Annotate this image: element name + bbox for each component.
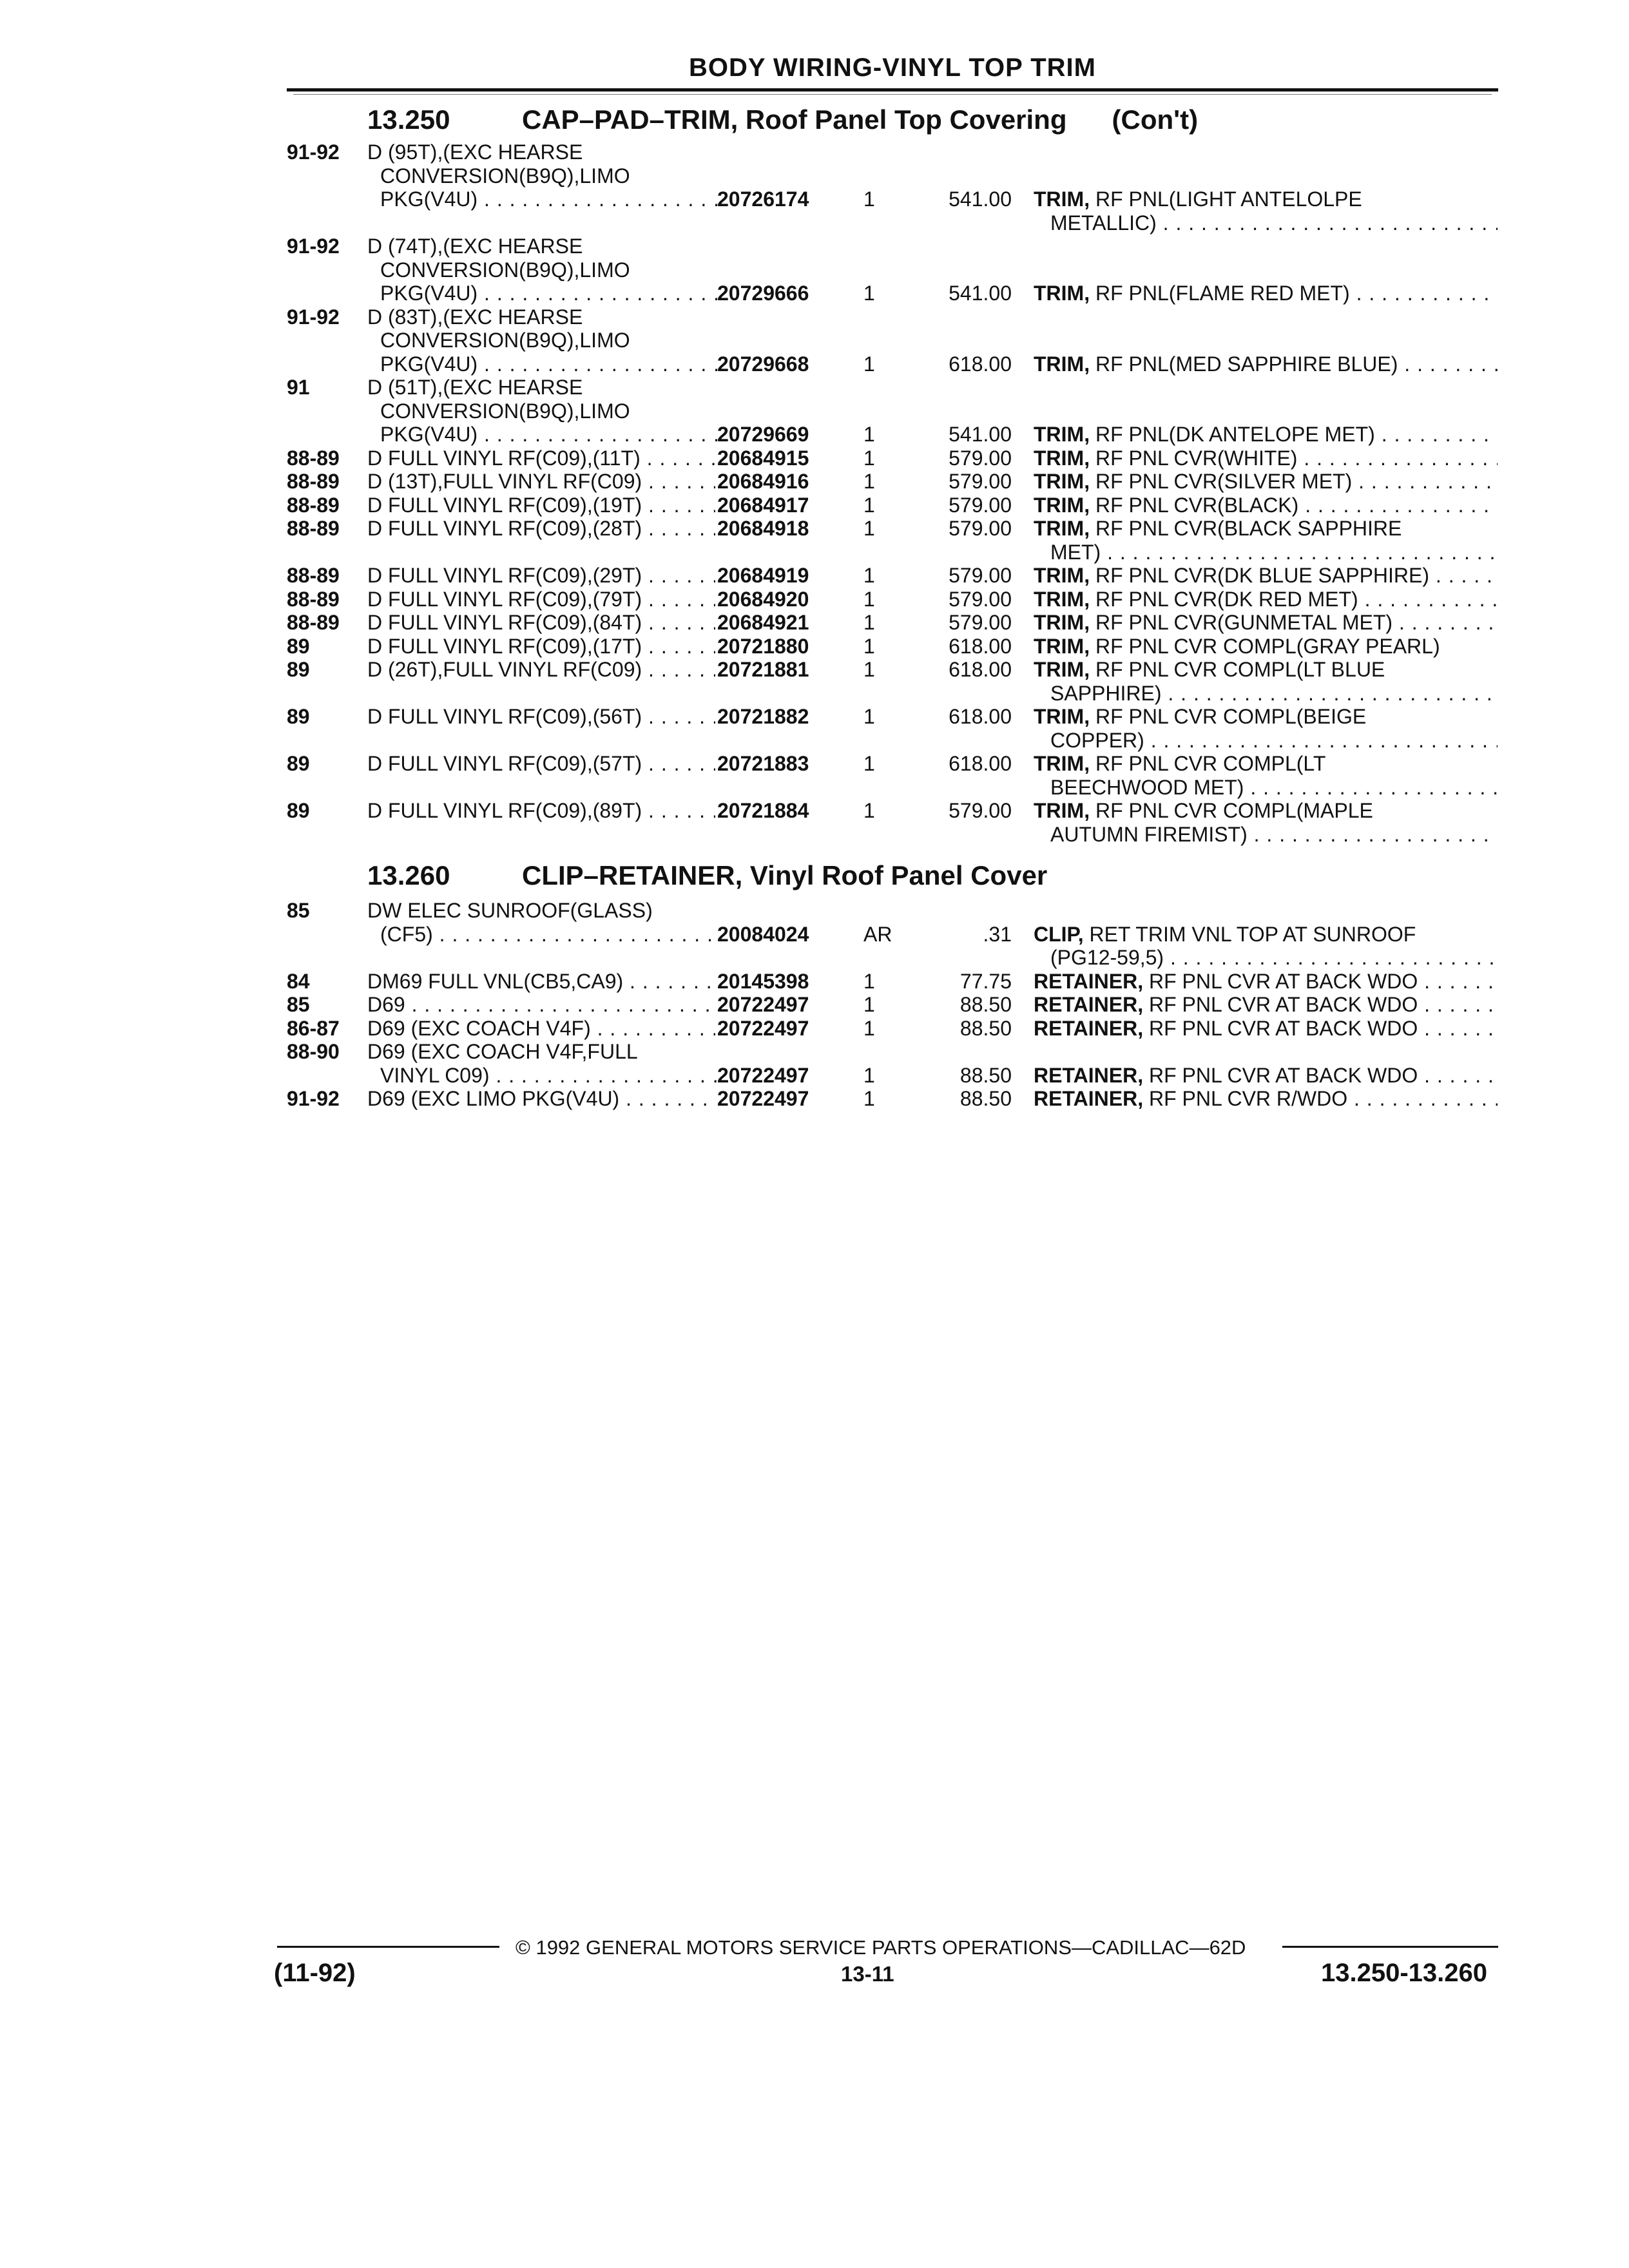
- application-description: D FULL VINYL RF(C09),(19T) . . .: [367, 494, 715, 517]
- quantity: 1: [863, 1063, 875, 1087]
- application-description: PKG(V4U) . . .: [380, 423, 728, 446]
- application-description: D (13T),FULL VINYL RF(C09) . . .: [367, 470, 715, 493]
- quantity: 1: [863, 634, 875, 658]
- application-description: D FULL VINYL RF(C09),(17T) . . .: [367, 635, 715, 658]
- quantity: 1: [863, 564, 875, 587]
- part-description: [1034, 588, 1498, 611]
- page-number: 13-11: [841, 1962, 894, 1986]
- quantity: 1: [863, 187, 875, 211]
- quantity: 1: [863, 493, 875, 517]
- part-description: [1034, 923, 1498, 946]
- part-number: 20729669: [717, 423, 809, 446]
- application-description: D (83T),(EXC HEARSE: [367, 305, 583, 329]
- part-description: [1034, 993, 1498, 1016]
- part-description: [1034, 447, 1498, 470]
- part-number: 20145398: [717, 969, 809, 993]
- part-description: [1034, 1017, 1498, 1040]
- quantity: 1: [863, 446, 875, 470]
- application-description: D FULL VINYL RF(C09),(79T) . . .: [367, 588, 715, 611]
- quantity: 1: [863, 658, 875, 681]
- part-description-text: RF PNL(MED SAPPHIRE BLUE): [1090, 352, 1398, 376]
- application-description: PKG(V4U) . . .: [380, 282, 728, 305]
- quantity: 1: [863, 282, 875, 305]
- model-years: 89: [287, 799, 310, 822]
- part-description-continued: AUTUMN FIREMIST) . . .: [1050, 823, 1498, 846]
- price: 579.00: [949, 799, 1012, 822]
- part-number: 20721882: [717, 705, 809, 728]
- application-description: D FULL VINYL RF(C09),(56T) . . .: [367, 705, 715, 728]
- price: 579.00: [949, 493, 1012, 517]
- application-description: DM69 FULL VNL(CB5,CA9) . . .: [367, 970, 715, 993]
- section-name: CLIP–RETAINER, Vinyl Roof Panel Cover: [522, 860, 1048, 890]
- application-description: D (26T),FULL VINYL RF(C09) . . .: [367, 658, 715, 681]
- part-description-keyword: TRIM,: [1034, 282, 1090, 305]
- part-description-text: RF PNL CVR COMPL(MAPLE: [1090, 799, 1373, 822]
- part-description-keyword: TRIM,: [1034, 564, 1090, 587]
- part-description-keyword: RETAINER,: [1034, 993, 1144, 1016]
- model-years: 86-87: [287, 1016, 340, 1040]
- price: 541.00: [949, 282, 1012, 305]
- quantity: 1: [863, 1087, 875, 1110]
- part-description: [1034, 752, 1498, 775]
- quantity: 1: [863, 611, 875, 634]
- price: 541.00: [949, 187, 1012, 211]
- part-description: [1034, 1087, 1498, 1110]
- model-years: 88-89: [287, 611, 340, 634]
- part-description: [1034, 517, 1498, 540]
- part-number: 20721883: [717, 752, 809, 775]
- part-number: 20684917: [717, 493, 809, 517]
- application-description: D FULL VINYL RF(C09),(11T) . . .: [367, 447, 715, 470]
- part-number: 20684916: [717, 470, 809, 493]
- price: 579.00: [949, 470, 1012, 493]
- price: .31: [983, 922, 1012, 946]
- part-description-continued: METALLIC) . . .: [1050, 211, 1498, 235]
- part-description-text: RF PNL(DK ANTELOPE MET): [1090, 423, 1375, 446]
- model-years: 85: [287, 993, 310, 1016]
- model-years: 88-89: [287, 517, 340, 540]
- price: 88.50: [959, 993, 1012, 1016]
- part-number: 20721881: [717, 658, 809, 681]
- section-title-13-250: [367, 104, 1198, 135]
- part-description-keyword: RETAINER,: [1034, 1063, 1144, 1087]
- application-description: CONVERSION(B9Q),LIMO: [380, 164, 630, 187]
- price: 88.50: [959, 1087, 1012, 1110]
- part-description: [1034, 494, 1498, 517]
- quantity: 1: [863, 352, 875, 376]
- part-description-keyword: TRIM,: [1034, 611, 1090, 634]
- part-number: 20684920: [717, 587, 809, 611]
- part-number: 20722497: [717, 1063, 809, 1087]
- model-years: 88-89: [287, 470, 340, 493]
- quantity: 1: [863, 705, 875, 728]
- part-description: [1034, 187, 1498, 211]
- price: 618.00: [949, 752, 1012, 775]
- model-years: 89: [287, 705, 310, 728]
- application-description: D FULL VINYL RF(C09),(84T) . . .: [367, 611, 715, 634]
- application-description: D FULL VINYL RF(C09),(57T) . . .: [367, 752, 715, 775]
- part-description-text: RF PNL CVR AT BACK WDO: [1143, 969, 1418, 993]
- part-description-text: RF PNL(FLAME RED MET): [1090, 282, 1350, 305]
- part-description-keyword: RETAINER,: [1034, 1087, 1144, 1110]
- price: 618.00: [949, 658, 1012, 681]
- application-description: CONVERSION(B9Q),LIMO: [380, 329, 630, 352]
- application-description: D (51T),(EXC HEARSE: [367, 376, 583, 399]
- application-description: CONVERSION(B9Q),LIMO: [380, 399, 630, 423]
- section-continued: (Con't): [1112, 104, 1199, 135]
- footer-rule-left: [277, 1946, 499, 1948]
- header-rule: [287, 88, 1498, 91]
- part-description-keyword: TRIM,: [1034, 493, 1090, 517]
- part-description-keyword: TRIM,: [1034, 446, 1090, 470]
- part-description-text: RF PNL CVR COMPL(LT BLUE: [1090, 658, 1385, 681]
- part-description-text: RF PNL CVR(SILVER MET): [1090, 470, 1353, 493]
- section-title-13-260: [367, 860, 1047, 891]
- application-description: CONVERSION(B9Q),LIMO: [380, 258, 630, 282]
- application-description: D FULL VINYL RF(C09),(28T) . . .: [367, 517, 715, 540]
- part-description-text: RF PNL CVR(DK BLUE SAPPHIRE): [1090, 564, 1430, 587]
- part-description-keyword: TRIM,: [1034, 658, 1090, 681]
- part-description-keyword: TRIM,: [1034, 705, 1090, 728]
- part-description-keyword: RETAINER,: [1034, 1016, 1144, 1040]
- part-description-text: RF PNL CVR(DK RED MET): [1090, 587, 1358, 611]
- part-description-keyword: TRIM,: [1034, 423, 1090, 446]
- quantity: 1: [863, 752, 875, 775]
- part-description-keyword: TRIM,: [1034, 799, 1090, 822]
- price: 88.50: [959, 1063, 1012, 1087]
- application-description: D69 . . .: [367, 993, 715, 1016]
- part-number: 20722497: [717, 1087, 809, 1110]
- model-years: 88-89: [287, 587, 340, 611]
- part-description-text: RF PNL CVR(BLACK SAPPHIRE: [1090, 517, 1402, 540]
- application-description: D FULL VINYL RF(C09),(89T) . . .: [367, 799, 715, 822]
- price: 541.00: [949, 423, 1012, 446]
- model-years: 88-90: [287, 1040, 340, 1063]
- application-description: (CF5) . . .: [380, 923, 728, 946]
- application-description: DW ELEC SUNROOF(GLASS): [367, 899, 653, 922]
- price: 579.00: [949, 587, 1012, 611]
- model-years: 91-92: [287, 140, 340, 164]
- price: 618.00: [949, 705, 1012, 728]
- quantity: AR: [863, 922, 892, 946]
- part-description-continued: SAPPHIRE) . . .: [1050, 682, 1498, 705]
- application-description: PKG(V4U) . . .: [380, 352, 728, 376]
- part-number: 20684921: [717, 611, 809, 634]
- part-number: 20722497: [717, 1016, 809, 1040]
- part-description-text: RF PNL CVR AT BACK WDO: [1143, 1063, 1418, 1087]
- part-description: [1034, 470, 1498, 493]
- part-description-text: RF PNL(LIGHT ANTELOLPE: [1090, 187, 1362, 211]
- model-years: 89: [287, 658, 310, 681]
- model-years: 85: [287, 899, 310, 922]
- part-description: [1034, 658, 1498, 681]
- part-description: [1034, 970, 1498, 993]
- model-years: 88-89: [287, 493, 340, 517]
- model-years: 91-92: [287, 305, 340, 329]
- price: 77.75: [959, 969, 1012, 993]
- quantity: 1: [863, 587, 875, 611]
- part-number: 20721880: [717, 634, 809, 658]
- part-description-text: RF PNL CVR(WHITE): [1090, 446, 1298, 470]
- part-description: [1034, 799, 1498, 822]
- part-description-text: RF PNL CVR R/WDO: [1143, 1087, 1348, 1110]
- part-description: [1034, 423, 1498, 446]
- footer-copyright: © 1992 GENERAL MOTORS SERVICE PARTS OPERATIONS—CADILLAC—62D: [516, 1936, 1246, 1959]
- part-description-keyword: TRIM,: [1034, 187, 1090, 211]
- quantity: 1: [863, 423, 875, 446]
- quantity: 1: [863, 993, 875, 1016]
- page-title: BODY WIRING-VINYL TOP TRIM: [689, 53, 1096, 82]
- model-years: 91-92: [287, 1087, 340, 1110]
- part-number: 20721884: [717, 799, 809, 822]
- part-description: [1034, 705, 1498, 728]
- model-years: 88-89: [287, 564, 340, 587]
- application-description: D69 (EXC COACH V4F) . . .: [367, 1017, 715, 1040]
- part-description: [1034, 1064, 1498, 1087]
- application-description: PKG(V4U) . . .: [380, 187, 728, 211]
- part-description: [1034, 352, 1498, 376]
- application-description: D (95T),(EXC HEARSE: [367, 140, 583, 164]
- part-description-keyword: TRIM,: [1034, 587, 1090, 611]
- quantity: 1: [863, 799, 875, 822]
- part-description-text: RF PNL CVR COMPL(LT: [1090, 752, 1326, 775]
- part-description-keyword: TRIM,: [1034, 470, 1090, 493]
- part-description-text: RF PNL CVR COMPL(GRAY PEARL): [1090, 634, 1440, 658]
- price: 618.00: [949, 352, 1012, 376]
- model-years: 91: [287, 376, 310, 399]
- price: 579.00: [949, 611, 1012, 634]
- footer-rule-right: [1282, 1946, 1498, 1948]
- part-description-keyword: CLIP,: [1034, 922, 1084, 946]
- part-number: 20684915: [717, 446, 809, 470]
- price: 88.50: [959, 1016, 1012, 1040]
- quantity: 1: [863, 1016, 875, 1040]
- price: 579.00: [949, 446, 1012, 470]
- model-years: 89: [287, 752, 310, 775]
- model-years: 84: [287, 969, 310, 993]
- part-description-text: RF PNL CVR COMPL(BEIGE: [1090, 705, 1367, 728]
- part-description-keyword: TRIM,: [1034, 634, 1090, 658]
- part-number: 20084024: [717, 922, 809, 946]
- part-number: 20722497: [717, 993, 809, 1016]
- part-number: 20729668: [717, 352, 809, 376]
- part-description-continued: (PG12-59,5) . . .: [1050, 946, 1498, 969]
- section-number: 13.260: [367, 860, 450, 890]
- section-number: 13.250: [367, 104, 450, 135]
- part-description-text: RF PNL CVR(GUNMETAL MET): [1090, 611, 1393, 634]
- price: 579.00: [949, 517, 1012, 540]
- part-description-text: RF PNL CVR AT BACK WDO: [1143, 1016, 1418, 1040]
- part-description-text: RET TRIM VNL TOP AT SUNROOF: [1083, 922, 1416, 946]
- part-description: [1034, 564, 1498, 587]
- part-description-continued: MET) . . .: [1050, 541, 1498, 564]
- section-name: CAP–PAD–TRIM, Roof Panel Top Covering: [522, 104, 1067, 135]
- part-number: 20729666: [717, 282, 809, 305]
- part-description-text: RF PNL CVR AT BACK WDO: [1143, 993, 1418, 1016]
- footer-date: (11-92): [274, 1959, 356, 1987]
- part-description-keyword: TRIM,: [1034, 352, 1090, 376]
- quantity: 1: [863, 470, 875, 493]
- part-description: [1034, 635, 1498, 658]
- model-years: 89: [287, 634, 310, 658]
- price: 618.00: [949, 634, 1012, 658]
- part-description-keyword: RETAINER,: [1034, 969, 1144, 993]
- part-number: 20726174: [717, 187, 809, 211]
- application-description: D69 (EXC LIMO PKG(V4U) . . .: [367, 1087, 715, 1110]
- application-description: VINYL C09) . . .: [380, 1064, 728, 1087]
- footer-section-range: 13.250-13.260: [1321, 1959, 1488, 1987]
- part-description-keyword: TRIM,: [1034, 752, 1090, 775]
- application-description: D FULL VINYL RF(C09),(29T) . . .: [367, 564, 715, 587]
- quantity: 1: [863, 969, 875, 993]
- model-years: 91-92: [287, 235, 340, 258]
- part-description-continued: COPPER) . . .: [1050, 729, 1498, 752]
- part-description-keyword: TRIM,: [1034, 517, 1090, 540]
- header-rule-thin: [293, 94, 1492, 95]
- application-description: D69 (EXC COACH V4F,FULL: [367, 1040, 638, 1063]
- quantity: 1: [863, 517, 875, 540]
- price: 579.00: [949, 564, 1012, 587]
- application-description: D (74T),(EXC HEARSE: [367, 235, 583, 258]
- part-description-text: RF PNL CVR(BLACK): [1090, 493, 1299, 517]
- part-number: 20684919: [717, 564, 809, 587]
- part-number: 20684918: [717, 517, 809, 540]
- part-description: [1034, 611, 1498, 634]
- part-description: [1034, 282, 1498, 305]
- model-years: 88-89: [287, 446, 340, 470]
- part-description-continued: BEECHWOOD MET) . . .: [1050, 776, 1498, 799]
